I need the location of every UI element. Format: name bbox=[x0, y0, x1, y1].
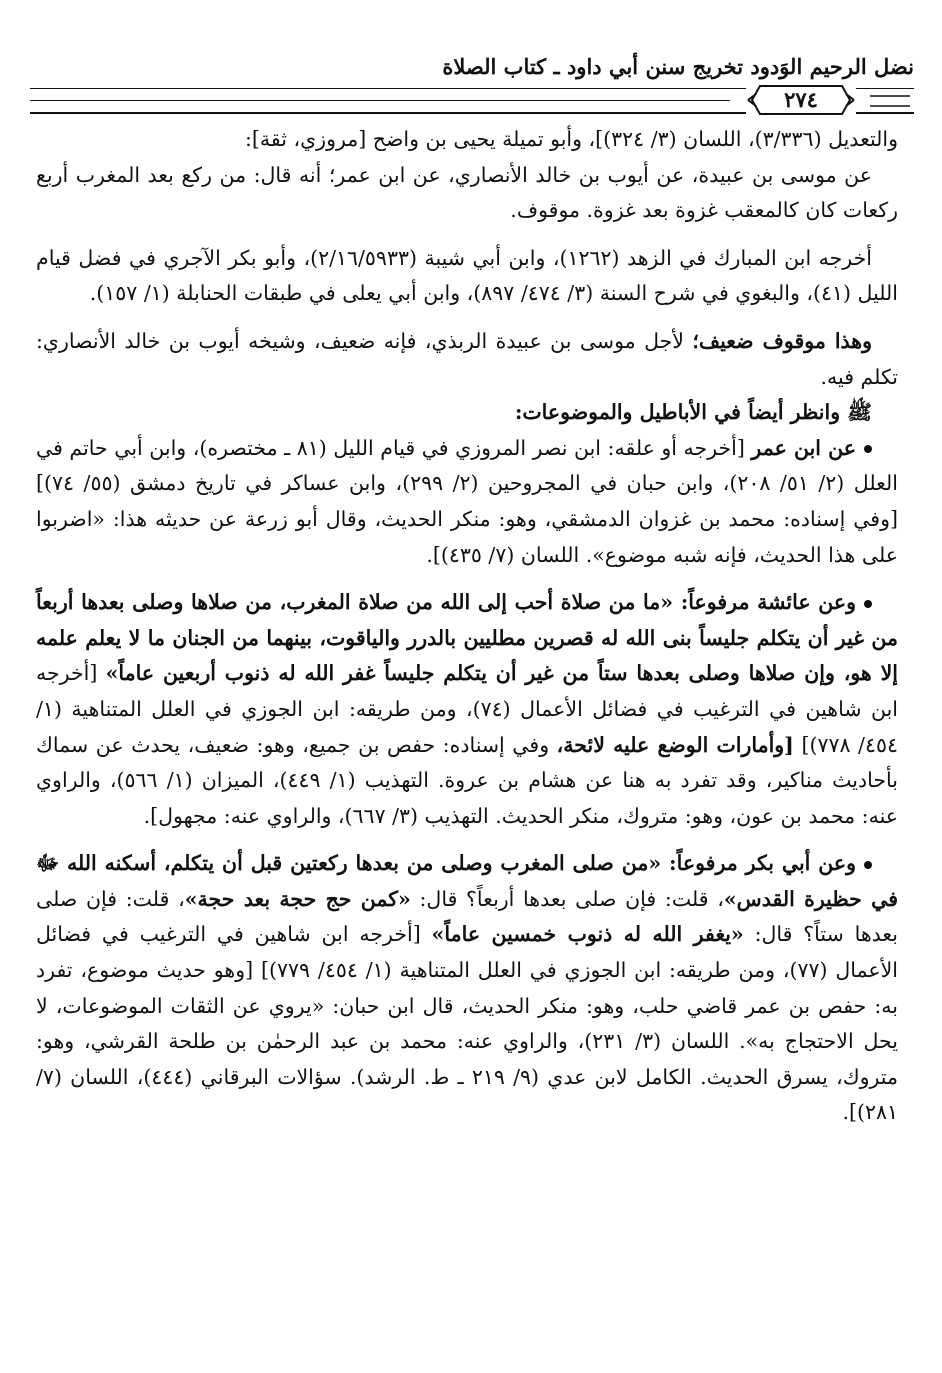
paragraph-7-text: [أخرجه ابن شاهين في الترغيب في فضائل الأعمال (٧٤)، ومن طريقه: ابن الجوزي في العلل المتناهية (١/ ٤٥٤/ ٧٧٨)] bbox=[36, 661, 899, 757]
paragraph-4-text: لأجل موسى بن عبيدة الربذي، فإنه ضعيف، وشيخه أيوب بن خالد الأنصاري: تكلم فيه. bbox=[36, 328, 898, 389]
paragraph-7-bold-2: [وأمارات الوضع عليه لائحة، bbox=[556, 732, 794, 757]
paragraph-7-text-2: وفي إسناده: حفص بن جميع، وهو: ضعيف، يحدث عن سماك بأحاديث مناكير، وقد تفرد به هنا عن هشام بن عروة. التهذيب (١/ ٤٤٩)، الميزان (١/ ٥٦٦)، والراوي عنه: محمد بن عون، وهو: متروك، منكر الحديث. التهذيب (٣/ ٦٦٧)، والراوي عنه: مجهول]. bbox=[36, 732, 898, 828]
paragraph-2: عن موسى بن عبيدة، عن أيوب بن خالد الأنصاري، عن ابن عمر؛ أنه قال: من ركع بعد المغرب أربع ركعات كان كالمعقب غزوة بعد غزوة. موقوف. bbox=[36, 162, 898, 223]
page-body bbox=[36, 122, 898, 1131]
paragraph-8-bold-3: «يغفر الله له ذنوب خمسين عاماً» bbox=[431, 922, 744, 947]
bullet-icon bbox=[864, 861, 872, 869]
bullet-icon bbox=[864, 600, 872, 608]
paragraph-8-text: ، قلت: فإن صلى بعدها أربعاً؟ قال: bbox=[410, 886, 724, 911]
paragraph-6-text: [أخرجه أو علقه: ابن نصر المروزي في قيام الليل (٨١ ـ مختصره)، وابن أبي حاتم في العلل (٢/ ٥١/ ٢٠٨)، وابن حبان في المجروحين (٢/ ٢٩٩)، وابن عساكر في تاريخ دمشق (٥٥/ ٧٤)] [وفي إسناده: محمد بن غزوان الدمشقي، وهو: منكر الحديث، وقال أبو زرعة عن حديثه هذا: «اضربوا على هذا الحديث، فإنه شبه موضوع». اللسان (٧/ ٤٣٥)]. bbox=[36, 435, 898, 567]
paragraph-7-bold: وعن عائشة مرفوعاً: «ما من صلاة أحب إلى الله من صلاة المغرب، من صلاها وصلى بعدها أربعاً من غير أن يتكلم جليساً بنى الله له قصرين مطليين بالدرر والياقوت، بينهما من الجنان ما لا يعلم علمه إلا هو، وإن صلاها وصلى بعدها ستاً من غير أن يتكلم جليساً غفر الله له ذنوب أربعين عاماً» bbox=[36, 590, 898, 686]
header-rule-middle bbox=[30, 100, 730, 101]
paragraph-3: أخرجه ابن المبارك في الزهد (١٢٦٢)، وابن أبي شيبة (٢/١٦/٥٩٣٣)، وأبو بكر الآجري في فضل قيام الليل (٤١)، والبغوي في شرح السنة (٣/ ٤٧٤/ ٨٩٧)، وابن أبي يعلى في طبقات الحنابلة (١/ ١٥٧). bbox=[36, 245, 898, 306]
running-header-title: نضل الرحيم الوَدود تخريج سنن أبي داود ـ كتاب الصلاة bbox=[442, 54, 914, 79]
paragraph-8-text-3: [أخرجه ابن شاهين في الترغيب في فضائل الأعمال (٧٧)، ومن طريقه: ابن الجوزي في العلل المتناهية (١/ ٤٥٤/ ٧٧٩)] [وهو حديث موضوع، تفرد به: حفص بن عمر قاضي حلب، وهو: منكر الحديث، قال ابن حبان: «يروي عن الثقات الموضوعات، لا يحل الاحتجاج به». اللسان (٣/ ٢٣١)، والراوي عنه: محمد بن عبد الرحمٰن بن طلحة القرشي، وهو: متروك، يسرق الحديث. الكامل لابن عدي (٩/ ٢١٩ ـ ط. الرشد). سؤالات البرقاني (٤٤٤)، اللسان (٧/ ٢٨١)]. bbox=[36, 922, 898, 1125]
paragraph-8 bbox=[36, 846, 898, 1131]
paragraph-4-bold: وهذا موقوف ضعيف؛ bbox=[692, 328, 872, 353]
paragraph-1: والتعديل (٣/٣٣٦)، اللسان (٣/ ٣٢٤)]، وأبو تميلة يحيى بن واضح [مروزي، ثقة]: bbox=[245, 127, 898, 151]
page-number: ٢٧٤ bbox=[784, 87, 818, 112]
paragraph-6-bold: عن ابن عمر bbox=[751, 435, 856, 460]
paragraph-8-bold-2: «كمن حج حجة بعد حجة» bbox=[184, 886, 411, 911]
bullet-icon bbox=[864, 445, 872, 453]
paragraph-4 bbox=[36, 324, 898, 395]
page-number-frame bbox=[746, 80, 856, 120]
paragraph-6 bbox=[36, 431, 898, 573]
paragraph-5: ﷺ وانظر أيضاً في الأباطيل والموضوعات: bbox=[514, 400, 872, 425]
paragraph-8-bold: وعن أبي بكر مرفوعاً: «من صلى المغرب وصلى من بعدها ركعتين قبل أن يتكلم، أسكنه الله ﷻ في حظيرة القدس» bbox=[36, 851, 899, 911]
header-ornament-icon bbox=[870, 86, 910, 116]
paragraph-7 bbox=[36, 585, 898, 834]
paragraph-8-text-2: ، قلت: فإن صلى بعدها ستاً؟ قال: bbox=[36, 886, 898, 947]
